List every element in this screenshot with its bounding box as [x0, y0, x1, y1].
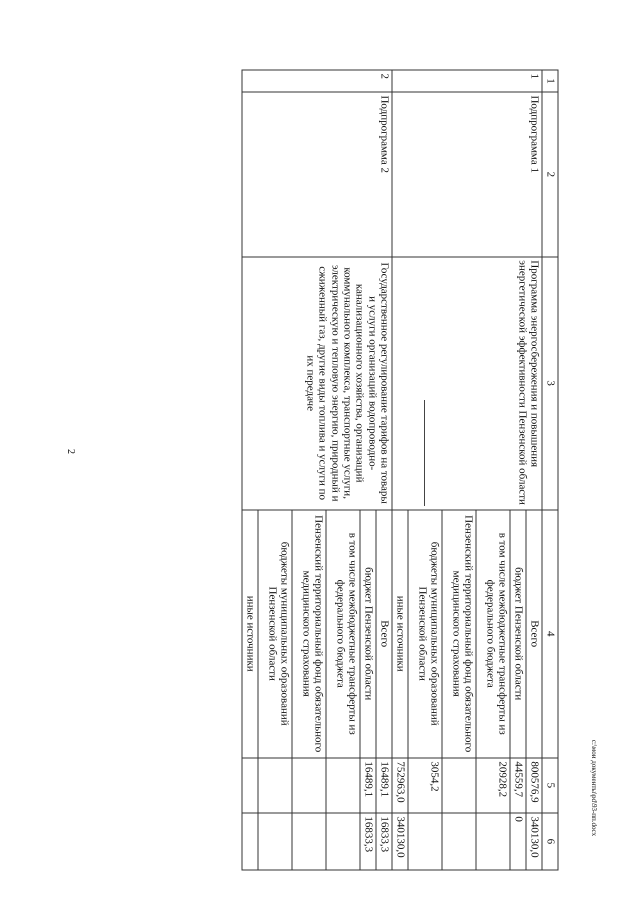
- table-row: [376, 70, 392, 870]
- value-col5: 20928,2: [476, 758, 510, 813]
- header-cell: 5: [542, 758, 558, 813]
- table-header-row: [542, 70, 558, 870]
- value-col5: [326, 758, 360, 813]
- value-col6: [476, 813, 510, 870]
- value-col6: 16833,3: [376, 813, 392, 870]
- value-col6: 0: [510, 813, 526, 870]
- row-number: 2: [242, 70, 392, 92]
- footer-file-path: c:\мои документы\pd\93-пп.docx: [590, 739, 598, 837]
- program-funding-table: [242, 70, 559, 871]
- table-row: [526, 70, 542, 870]
- funding-source: Пензенский территориальный фонд обязательного медицинского страхования: [292, 510, 326, 758]
- funding-source: в том числе межбюджетные трансферты из федерального бюджета: [476, 510, 510, 758]
- row-number: 1: [392, 70, 542, 92]
- value-col5: 752963,0: [392, 758, 408, 813]
- value-col5: 3054,2: [408, 758, 442, 813]
- funding-source: иные источники: [242, 510, 258, 758]
- funding-source: бюджет Пензенской области: [360, 510, 376, 758]
- value-col6: [442, 813, 476, 870]
- funding-source: бюджеты муниципальных образований Пензенской области: [258, 510, 292, 758]
- value-col5: 16489,1: [376, 758, 392, 813]
- funding-source: в том числе межбюджетные трансферты из федерального бюджета: [326, 510, 360, 758]
- funding-source: Всего: [376, 510, 392, 758]
- value-col5: 800576,9: [526, 758, 542, 813]
- value-col6: 16833,3: [360, 813, 376, 870]
- header-cell: 6: [542, 813, 558, 870]
- value-col5: [442, 758, 476, 813]
- funding-source: бюджеты муниципальных образований Пензенской области: [408, 510, 442, 758]
- page-number: 2: [65, 449, 76, 454]
- value-col6: 340130,0: [526, 813, 542, 870]
- subprogram-name: Подпрограмма 1: [392, 92, 542, 257]
- value-col5: [242, 758, 258, 813]
- header-cell: 4: [542, 510, 558, 758]
- value-col6: [258, 813, 292, 870]
- value-col6: 340130,0: [392, 813, 408, 870]
- header-cell: 1: [542, 70, 558, 92]
- value-col6: [242, 813, 258, 870]
- value-col6: [292, 813, 326, 870]
- value-col5: 16489,1: [360, 758, 376, 813]
- subprogram-title: Государственное регулирование тарифов на товары и услуги организаций водопроводно-канализационного хозяйства, организаций коммунального комплекса, транспортные услуги, электрическую и тепловую энергию, природный и сжиженный газ, другие виды топлива и услуги по их передаче: [242, 257, 392, 510]
- subprogram-name: Подпрограмма 2: [242, 92, 392, 257]
- funding-source: бюджет Пензенской области: [510, 510, 526, 758]
- value-col6: [408, 813, 442, 870]
- value-col5: [292, 758, 326, 813]
- subprogram-title: Программа энергосбережения и повышения энергетической эффективности Пензенской области: [392, 257, 542, 510]
- header-cell: 2: [542, 92, 558, 257]
- value-col6: [326, 813, 360, 870]
- value-col5: 44559,7: [510, 758, 526, 813]
- value-col5: [258, 758, 292, 813]
- funding-source: Всего: [526, 510, 542, 758]
- funding-source: иные источники: [392, 510, 408, 758]
- funding-source: Пензенский территориальный фонд обязательного медицинского страхования: [442, 510, 476, 758]
- header-cell: 3: [542, 257, 558, 510]
